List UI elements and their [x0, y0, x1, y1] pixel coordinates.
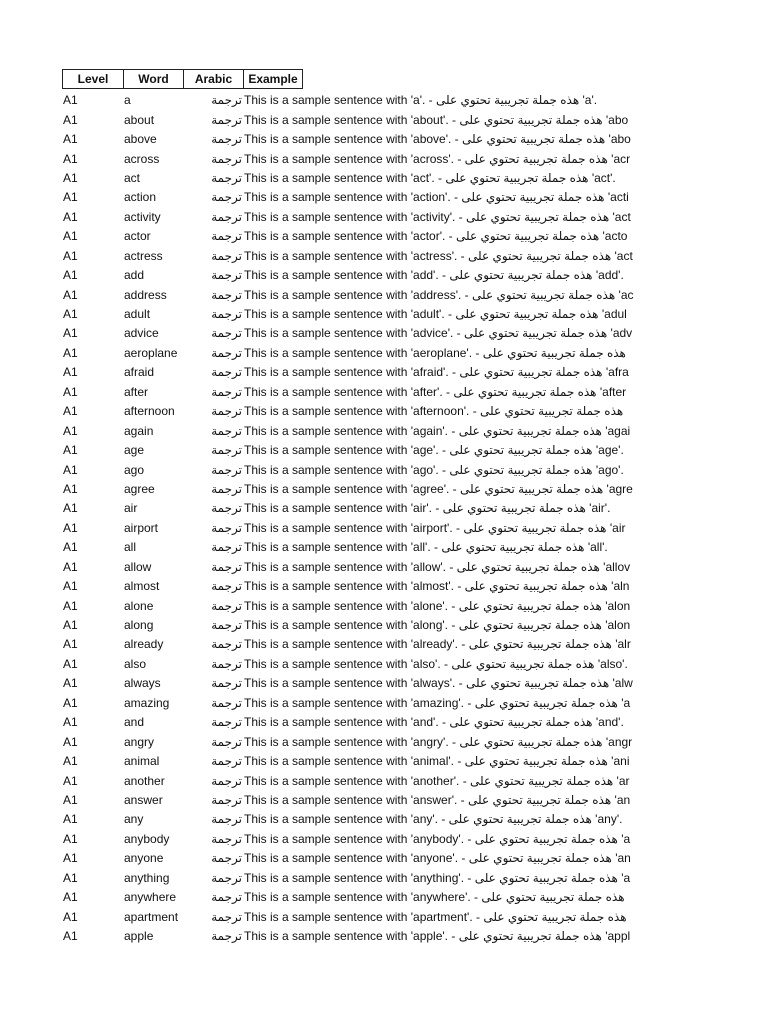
cell-word[interactable]: add — [124, 268, 145, 283]
cell-level[interactable]: A1 — [63, 132, 78, 147]
cell-word[interactable]: afternoon — [124, 404, 175, 419]
cell-example[interactable]: This is a sample sentence with 'activity'. - هذه جملة تجريبية تحتوي على 'act — [244, 209, 631, 224]
cell-example[interactable]: This is a sample sentence with 'anywhere'. - هذه جملة تجريبية تحتوي على — [244, 890, 625, 905]
cell-arabic[interactable]: ترجمة — [211, 190, 242, 205]
table-row[interactable] — [62, 616, 664, 635]
cell-example[interactable]: This is a sample sentence with 'add'. - هذه جملة تجريبية تحتوي على 'add'. — [244, 268, 624, 283]
cell-example[interactable]: This is a sample sentence with 'adult'. - هذه جملة تجريبية تحتوي على 'adul — [244, 307, 627, 322]
cell-arabic[interactable]: ترجمة — [211, 831, 242, 846]
cell-arabic[interactable]: ترجمة — [211, 132, 242, 147]
table-row[interactable] — [62, 907, 664, 926]
header-word[interactable]: Word — [124, 69, 184, 89]
table-row[interactable] — [62, 519, 664, 538]
cell-example[interactable]: This is a sample sentence with 'agree'. - هذه جملة تجريبية تحتوي على 'agre — [244, 481, 633, 496]
table-row[interactable] — [62, 499, 664, 518]
cell-level[interactable]: A1 — [63, 248, 78, 263]
table-row[interactable] — [62, 538, 664, 557]
cell-level[interactable]: A1 — [63, 870, 78, 885]
vocabulary-sheet — [62, 69, 664, 946]
cell-arabic[interactable]: ترجمة — [211, 870, 242, 885]
cell-example[interactable]: This is a sample sentence with 'another'. - هذه جملة تجريبية تحتوي على 'ar — [244, 773, 630, 788]
cell-level[interactable]: A1 — [63, 579, 78, 594]
cell-example[interactable]: This is a sample sentence with 'act'. - هذه جملة تجريبية تحتوي على 'act'. — [244, 170, 616, 185]
header-arabic[interactable]: Arabic — [184, 69, 244, 89]
cell-level[interactable]: A1 — [63, 890, 78, 905]
cell-level[interactable]: A1 — [63, 851, 78, 866]
cell-arabic[interactable]: ترجمة — [211, 268, 242, 283]
table-row[interactable] — [62, 771, 664, 790]
cell-arabic[interactable]: ترجمة — [211, 345, 242, 360]
cell-level[interactable]: A1 — [63, 831, 78, 846]
cell-word[interactable]: agree — [124, 481, 155, 496]
cell-arabic[interactable]: ترجمة — [211, 695, 242, 710]
cell-arabic[interactable]: ترجمة — [211, 637, 242, 652]
cell-example[interactable]: This is a sample sentence with 'almost'. - هذه جملة تجريبية تحتوي على 'aln — [244, 579, 630, 594]
cell-example[interactable]: This is a sample sentence with 'after'. - هذه جملة تجريبية تحتوي على 'after — [244, 384, 627, 399]
cell-word[interactable]: anywhere — [124, 890, 177, 905]
table-row[interactable] — [62, 402, 664, 421]
cell-word[interactable]: along — [124, 618, 154, 633]
cell-example[interactable]: This is a sample sentence with 'anyone'. - هذه جملة تجريبية تحتوي على 'an — [244, 851, 631, 866]
table-row[interactable] — [62, 849, 664, 868]
cell-example[interactable]: This is a sample sentence with 'airport'. - هذه جملة تجريبية تحتوي على 'air — [244, 520, 626, 535]
cell-arabic[interactable]: ترجمة — [211, 754, 242, 769]
table-row[interactable] — [62, 713, 664, 732]
cell-example[interactable]: This is a sample sentence with 'angry'. - هذه جملة تجريبية تحتوي على 'angr — [244, 734, 633, 749]
cell-word[interactable]: any — [124, 812, 144, 827]
cell-word[interactable]: answer — [124, 792, 163, 807]
cell-word[interactable]: all — [124, 540, 137, 555]
table-row[interactable] — [62, 266, 664, 285]
table-row[interactable] — [62, 110, 664, 129]
cell-arabic[interactable]: ترجمة — [211, 540, 242, 555]
table-row[interactable] — [62, 635, 664, 654]
cell-example[interactable]: This is a sample sentence with 'age'. - هذه جملة تجريبية تحتوي على 'age'. — [244, 443, 624, 458]
cell-word[interactable]: another — [124, 773, 165, 788]
cell-level[interactable]: A1 — [63, 501, 78, 516]
table-row[interactable] — [62, 830, 664, 849]
table-row[interactable] — [62, 208, 664, 227]
cell-arabic[interactable]: ترجمة — [211, 715, 242, 730]
cell-arabic[interactable]: ترجمة — [211, 384, 242, 399]
cell-arabic[interactable]: ترجمة — [211, 520, 242, 535]
cell-arabic[interactable]: ترجمة — [211, 443, 242, 458]
cell-arabic[interactable]: ترجمة — [211, 618, 242, 633]
table-row[interactable] — [62, 344, 664, 363]
cell-example[interactable]: This is a sample sentence with 'advice'. - هذه جملة تجريبية تحتوي على 'adv — [244, 326, 633, 341]
table-row[interactable] — [62, 363, 664, 382]
cell-word[interactable]: again — [124, 423, 154, 438]
cell-level[interactable]: A1 — [63, 676, 78, 691]
cell-arabic[interactable]: ترجمة — [211, 209, 242, 224]
cell-arabic[interactable]: ترجمة — [211, 287, 242, 302]
cell-example[interactable]: This is a sample sentence with 'across'. - هذه جملة تجريبية تحتوي على 'acr — [244, 151, 631, 166]
cell-example[interactable]: This is a sample sentence with 'afternoon'. - هذه جملة تجريبية تحتوي على — [244, 404, 624, 419]
cell-word[interactable]: also — [124, 656, 147, 671]
cell-example[interactable]: This is a sample sentence with 'actress'. - هذه جملة تجريبية تحتوي على 'act — [244, 248, 633, 263]
cell-level[interactable]: A1 — [63, 909, 78, 924]
cell-example[interactable]: This is a sample sentence with 'anybody'. - هذه جملة تجريبية تحتوي على 'a — [244, 831, 631, 846]
cell-word[interactable]: a — [124, 93, 131, 108]
cell-word[interactable]: apple — [124, 929, 154, 944]
cell-word[interactable]: advice — [124, 326, 159, 341]
cell-word[interactable]: anybody — [124, 831, 170, 846]
table-row[interactable] — [62, 441, 664, 460]
cell-example[interactable]: This is a sample sentence with 'ago'. - هذه جملة تجريبية تحتوي على 'ago'. — [244, 462, 624, 477]
cell-word[interactable]: anything — [124, 870, 170, 885]
cell-word[interactable]: always — [124, 676, 161, 691]
cell-word[interactable]: address — [124, 287, 167, 302]
cell-arabic[interactable]: ترجمة — [211, 909, 242, 924]
cell-word[interactable]: actress — [124, 248, 163, 263]
cell-level[interactable]: A1 — [63, 520, 78, 535]
cell-word[interactable]: anyone — [124, 851, 164, 866]
cell-arabic[interactable]: ترجمة — [211, 890, 242, 905]
cell-level[interactable]: A1 — [63, 287, 78, 302]
table-row[interactable] — [62, 791, 664, 810]
cell-word[interactable]: animal — [124, 754, 160, 769]
cell-arabic[interactable]: ترجمة — [211, 481, 242, 496]
cell-level[interactable]: A1 — [63, 695, 78, 710]
cell-example[interactable]: This is a sample sentence with 'always'. - هذه جملة تجريبية تحتوي على 'alw — [244, 676, 633, 691]
cell-arabic[interactable]: ترجمة — [211, 559, 242, 574]
cell-example[interactable]: This is a sample sentence with 'apartment'. - هذه جملة تجريبية تحتوي على — [244, 909, 627, 924]
cell-arabic[interactable]: ترجمة — [211, 656, 242, 671]
cell-example[interactable]: This is a sample sentence with 'allow'. - هذه جملة تجريبية تحتوي على 'allov — [244, 559, 631, 574]
cell-level[interactable]: A1 — [63, 540, 78, 555]
cell-arabic[interactable]: ترجمة — [211, 462, 242, 477]
table-header — [62, 69, 664, 89]
cell-word[interactable]: almost — [124, 579, 160, 594]
cell-word[interactable]: allow — [124, 559, 152, 574]
table-row[interactable] — [62, 732, 664, 751]
table-row[interactable] — [62, 247, 664, 266]
cell-level[interactable]: A1 — [63, 268, 78, 283]
cell-level[interactable]: A1 — [63, 384, 78, 399]
cell-word[interactable]: after — [124, 384, 149, 399]
cell-word[interactable]: about — [124, 112, 155, 127]
cell-word[interactable]: already — [124, 637, 164, 652]
table-row[interactable] — [62, 227, 664, 246]
cell-level[interactable]: A1 — [63, 812, 78, 827]
cell-level[interactable]: A1 — [63, 929, 78, 944]
cell-word[interactable]: age — [124, 443, 145, 458]
cell-arabic[interactable]: ترجمة — [211, 229, 242, 244]
cell-arabic[interactable]: ترجمة — [211, 365, 242, 380]
header-level[interactable]: Level — [62, 69, 124, 89]
cell-level[interactable]: A1 — [63, 637, 78, 652]
cell-arabic[interactable]: ترجمة — [211, 326, 242, 341]
cell-example[interactable]: This is a sample sentence with 'about'. - هذه جملة تجريبية تحتوي على 'abo — [244, 112, 629, 127]
cell-level[interactable]: A1 — [63, 209, 78, 224]
cell-level[interactable]: A1 — [63, 792, 78, 807]
cell-word[interactable]: afraid — [124, 365, 155, 380]
cell-word[interactable]: and — [124, 715, 145, 730]
table-row[interactable] — [62, 460, 664, 479]
cell-level[interactable]: A1 — [63, 404, 78, 419]
cell-example[interactable]: This is a sample sentence with 'again'. - هذه جملة تجريبية تحتوي على 'agai — [244, 423, 631, 438]
cell-word[interactable]: airport — [124, 520, 159, 535]
cell-word[interactable]: angry — [124, 734, 155, 749]
cell-level[interactable]: A1 — [63, 618, 78, 633]
cell-example[interactable]: This is a sample sentence with 'air'. - هذه جملة تجريبية تحتوي على 'air'. — [244, 501, 611, 516]
cell-word[interactable]: ago — [124, 462, 145, 477]
cell-word[interactable]: alone — [124, 598, 154, 613]
cell-level[interactable]: A1 — [63, 715, 78, 730]
cell-arabic[interactable]: ترجمة — [211, 851, 242, 866]
cell-example[interactable]: This is a sample sentence with 'along'. - هذه جملة تجريبية تحتوي على 'alon — [244, 618, 631, 633]
table-row[interactable] — [62, 694, 664, 713]
cell-example[interactable]: This is a sample sentence with 'already'. - هذه جملة تجريبية تحتوي على 'alr — [244, 637, 631, 652]
cell-example[interactable]: This is a sample sentence with 'actor'. - هذه جملة تجريبية تحتوي على 'acto — [244, 229, 628, 244]
cell-word[interactable]: action — [124, 190, 157, 205]
cell-level[interactable]: A1 — [63, 307, 78, 322]
cell-arabic[interactable]: ترجمة — [211, 170, 242, 185]
cell-level[interactable]: A1 — [63, 559, 78, 574]
cell-arabic[interactable]: ترجمة — [211, 404, 242, 419]
cell-word[interactable]: across — [124, 151, 160, 166]
table-row[interactable] — [62, 888, 664, 907]
cell-arabic[interactable]: ترجمة — [211, 792, 242, 807]
cell-level[interactable]: A1 — [63, 229, 78, 244]
cell-level[interactable]: A1 — [63, 112, 78, 127]
cell-example[interactable]: This is a sample sentence with 'answer'. - هذه جملة تجريبية تحتوي على 'an — [244, 792, 631, 807]
table-body — [62, 91, 664, 946]
table-row[interactable] — [62, 674, 664, 693]
cell-word[interactable]: aeroplane — [124, 345, 178, 360]
table-row[interactable] — [62, 188, 664, 207]
cell-word[interactable]: amazing — [124, 695, 170, 710]
table-row[interactable] — [62, 752, 664, 771]
cell-level[interactable]: A1 — [63, 656, 78, 671]
cell-example[interactable]: This is a sample sentence with 'aeroplane'. - هذه جملة تجريبية تحتوي على — [244, 345, 626, 360]
cell-level[interactable]: A1 — [63, 734, 78, 749]
cell-arabic[interactable]: ترجمة — [211, 307, 242, 322]
table-row[interactable] — [62, 169, 664, 188]
cell-word[interactable]: actor — [124, 229, 151, 244]
cell-example[interactable]: This is a sample sentence with 'animal'. - هذه جملة تجريبية تحتوي على 'ani — [244, 754, 630, 769]
table-row[interactable] — [62, 577, 664, 596]
table-row[interactable] — [62, 655, 664, 674]
cell-level[interactable]: A1 — [63, 93, 78, 108]
cell-level[interactable]: A1 — [63, 773, 78, 788]
table-row[interactable] — [62, 480, 664, 499]
cell-example[interactable]: This is a sample sentence with 'above'. - هذه جملة تجريبية تحتوي على 'abo — [244, 132, 631, 147]
cell-level[interactable]: A1 — [63, 423, 78, 438]
table-row[interactable] — [62, 810, 664, 829]
cell-word[interactable]: activity — [124, 209, 161, 224]
table-row[interactable] — [62, 869, 664, 888]
cell-level[interactable]: A1 — [63, 170, 78, 185]
cell-level[interactable]: A1 — [63, 190, 78, 205]
cell-arabic[interactable]: ترجمة — [211, 734, 242, 749]
cell-example[interactable]: This is a sample sentence with 'all'. - هذه جملة تجريبية تحتوي على 'all'. — [244, 540, 608, 555]
cell-arabic[interactable]: ترجمة — [211, 773, 242, 788]
cell-word[interactable]: air — [124, 501, 138, 516]
table-row[interactable] — [62, 285, 664, 304]
cell-arabic[interactable]: ترجمة — [211, 812, 242, 827]
cell-word[interactable]: apartment — [124, 909, 179, 924]
cell-example[interactable]: This is a sample sentence with 'amazing'. - هذه جملة تجريبية تحتوي على 'a — [244, 695, 631, 710]
cell-level[interactable]: A1 — [63, 326, 78, 341]
cell-example[interactable]: This is a sample sentence with 'anything'. - هذه جملة تجريبية تحتوي على 'a — [244, 870, 631, 885]
cell-example[interactable]: This is a sample sentence with 'action'. - هذه جملة تجريبية تحتوي على 'acti — [244, 190, 629, 205]
table-row[interactable] — [62, 383, 664, 402]
table-row[interactable] — [62, 558, 664, 577]
cell-level[interactable]: A1 — [63, 481, 78, 496]
cell-arabic[interactable]: ترجمة — [211, 248, 242, 263]
cell-word[interactable]: above — [124, 132, 157, 147]
cell-example[interactable]: This is a sample sentence with 'also'. - هذه جملة تجريبية تحتوي على 'also'. — [244, 656, 628, 671]
cell-level[interactable]: A1 — [63, 462, 78, 477]
table-row[interactable] — [62, 91, 664, 110]
cell-arabic[interactable]: ترجمة — [211, 93, 242, 108]
cell-arabic[interactable]: ترجمة — [211, 598, 242, 613]
cell-example[interactable]: This is a sample sentence with 'address'. - هذه جملة تجريبية تحتوي على 'ac — [244, 287, 634, 302]
cell-example[interactable]: This is a sample sentence with 'and'. - هذه جملة تجريبية تحتوي على 'and'. — [244, 715, 624, 730]
cell-level[interactable]: A1 — [63, 365, 78, 380]
cell-arabic[interactable]: ترجمة — [211, 112, 242, 127]
cell-level[interactable]: A1 — [63, 754, 78, 769]
table-row[interactable] — [62, 130, 664, 149]
cell-example[interactable]: This is a sample sentence with 'apple'. - هذه جملة تجريبية تحتوي على 'appl — [244, 929, 631, 944]
table-row[interactable] — [62, 305, 664, 324]
table-row[interactable] — [62, 324, 664, 343]
table-row[interactable] — [62, 596, 664, 615]
cell-arabic[interactable]: ترجمة — [211, 929, 242, 944]
table-row[interactable] — [62, 149, 664, 168]
cell-example[interactable]: This is a sample sentence with 'afraid'. - هذه جملة تجريبية تحتوي على 'afra — [244, 365, 629, 380]
cell-example[interactable]: This is a sample sentence with 'a'. - هذه جملة تجريبية تحتوي على 'a'. — [244, 93, 598, 108]
cell-arabic[interactable]: ترجمة — [211, 501, 242, 516]
cell-arabic[interactable]: ترجمة — [211, 423, 242, 438]
cell-level[interactable]: A1 — [63, 345, 78, 360]
cell-example[interactable]: This is a sample sentence with 'alone'. - هذه جملة تجريبية تحتوي على 'alon — [244, 598, 631, 613]
table-row[interactable] — [62, 927, 664, 946]
cell-word[interactable]: act — [124, 170, 141, 185]
cell-word[interactable]: adult — [124, 307, 151, 322]
cell-level[interactable]: A1 — [63, 151, 78, 166]
cell-level[interactable]: A1 — [63, 443, 78, 458]
header-example[interactable]: Example — [244, 69, 303, 89]
cell-arabic[interactable]: ترجمة — [211, 579, 242, 594]
cell-level[interactable]: A1 — [63, 598, 78, 613]
cell-example[interactable]: This is a sample sentence with 'any'. - هذه جملة تجريبية تحتوي على 'any'. — [244, 812, 623, 827]
cell-arabic[interactable]: ترجمة — [211, 151, 242, 166]
cell-arabic[interactable]: ترجمة — [211, 676, 242, 691]
table-row[interactable] — [62, 421, 664, 440]
